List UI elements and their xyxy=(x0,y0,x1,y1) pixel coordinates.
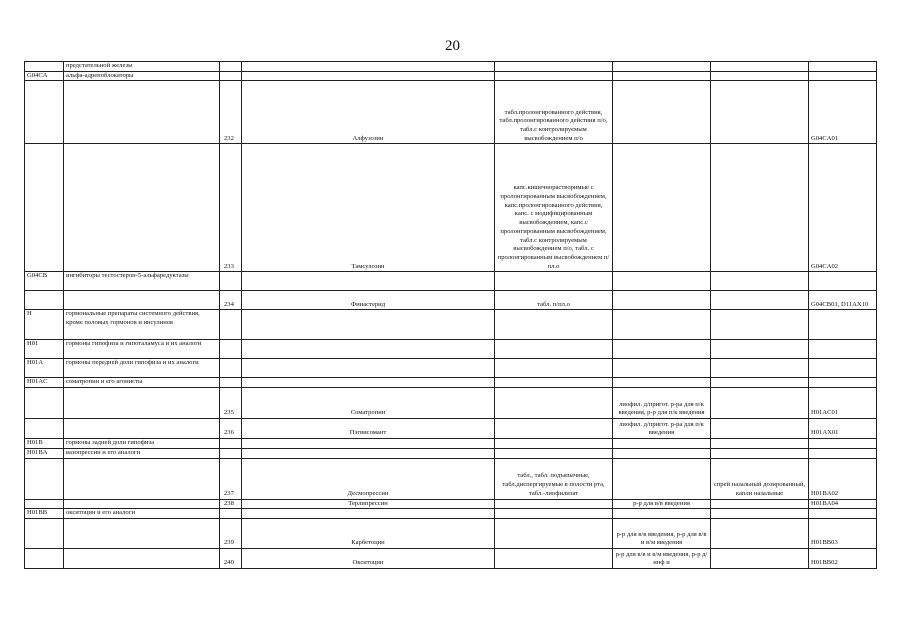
dosage-form-cell: табл., табл. подъязычные, табл.диспергируемые в полости рта, табл.-лиофилизат xyxy=(495,458,613,499)
table-row xyxy=(25,388,877,419)
code-cell: G04CB01, D11AX10 xyxy=(809,291,877,310)
drug-name-cell xyxy=(242,378,495,388)
injection-form-cell xyxy=(613,439,711,449)
injection-form-cell xyxy=(613,509,711,519)
drug-name-cell xyxy=(242,359,495,378)
row-number-cell: 238 xyxy=(220,499,242,509)
injection-form-cell xyxy=(613,458,711,499)
atc-code-cell: H xyxy=(25,310,64,340)
page-number: 20 xyxy=(445,38,460,54)
other-form-cell xyxy=(711,291,809,310)
dosage-form-cell xyxy=(495,448,613,458)
other-form-cell: спрей назальный дозированный, капли назальные xyxy=(711,458,809,499)
code-cell: H01BB02 xyxy=(809,548,877,568)
other-form-cell xyxy=(711,499,809,509)
injection-form-cell: р-р для в/в введения xyxy=(613,499,711,509)
group-name-cell: предстательной железы xyxy=(64,62,220,72)
injection-form-cell: р-р для в/в введения, р-р для в/в и в/м введения xyxy=(613,518,711,548)
row-number-cell xyxy=(220,310,242,340)
injection-form-cell xyxy=(613,340,711,359)
dosage-form-cell: табл.пролонгированного действия, табл.пролонгированного действия п/о, табл.с контролируемым высвобождением п/о xyxy=(495,81,613,144)
dosage-form-cell xyxy=(495,548,613,568)
injection-form-cell xyxy=(613,378,711,388)
other-form-cell xyxy=(711,518,809,548)
group-name-cell: гормональные препараты системного действия, кроме половых гормонов и инсулинов xyxy=(64,310,220,340)
drug-list-table xyxy=(24,61,877,569)
table-row xyxy=(25,340,877,359)
other-form-cell xyxy=(711,144,809,272)
injection-form-cell xyxy=(613,272,711,291)
dosage-form-cell xyxy=(495,499,613,509)
table-row xyxy=(25,291,877,310)
other-form-cell xyxy=(711,71,809,81)
atc-code-cell xyxy=(25,458,64,499)
row-number-cell: 239 xyxy=(220,518,242,548)
injection-form-cell xyxy=(613,310,711,340)
code-cell xyxy=(809,359,877,378)
drug-name-cell xyxy=(242,310,495,340)
injection-form-cell: лиофил. д/пригот. р-ра для п/к введения xyxy=(613,419,711,439)
atc-code-cell: G04CB xyxy=(25,272,64,291)
injection-form-cell xyxy=(613,359,711,378)
code-cell: H01BB03 xyxy=(809,518,877,548)
atc-code-cell xyxy=(25,518,64,548)
drug-name-cell: Десмопрессин xyxy=(242,458,495,499)
table-row xyxy=(25,499,877,509)
other-form-cell xyxy=(711,448,809,458)
atc-code-cell: H01A xyxy=(25,359,64,378)
row-number-cell: 232 xyxy=(220,81,242,144)
drug-name-cell xyxy=(242,272,495,291)
injection-form-cell: лиофил. д/пригот. р-ра для п/к введения, р-р для п/к введения xyxy=(613,388,711,419)
atc-code-cell: H01BB xyxy=(25,509,64,519)
dosage-form-cell xyxy=(495,388,613,419)
other-form-cell xyxy=(711,310,809,340)
drug-name-cell: Терлипрессин xyxy=(242,499,495,509)
drug-name-cell: Соматропин xyxy=(242,388,495,419)
injection-form-cell: р-р для в/в и в/м введения, р-р д/инф и xyxy=(613,548,711,568)
table-row xyxy=(25,548,877,568)
group-name-cell xyxy=(64,548,220,568)
dosage-form-cell xyxy=(495,71,613,81)
code-cell xyxy=(809,378,877,388)
atc-code-cell xyxy=(25,419,64,439)
drug-name-cell xyxy=(242,71,495,81)
dosage-form-cell xyxy=(495,310,613,340)
other-form-cell xyxy=(711,509,809,519)
code-cell xyxy=(809,310,877,340)
table-row xyxy=(25,71,877,81)
group-name-cell xyxy=(64,499,220,509)
group-name-cell xyxy=(64,388,220,419)
atc-code-cell xyxy=(25,144,64,272)
code-cell xyxy=(809,448,877,458)
group-name-cell: ингибиторы тестостерон-5-альфаредуктазы xyxy=(64,272,220,291)
row-number-cell xyxy=(220,509,242,519)
group-name-cell: гормоны задней доли гипофиза xyxy=(64,439,220,449)
group-name-cell xyxy=(64,144,220,272)
row-number-cell xyxy=(220,439,242,449)
dosage-form-cell: табл. п/пл.о xyxy=(495,291,613,310)
code-cell: H01AC01 xyxy=(809,388,877,419)
drug-name-cell xyxy=(242,62,495,72)
dosage-form-cell xyxy=(495,518,613,548)
group-name-cell xyxy=(64,81,220,144)
atc-code-cell xyxy=(25,499,64,509)
atc-code-cell xyxy=(25,291,64,310)
row-number-cell xyxy=(220,62,242,72)
drug-name-cell xyxy=(242,439,495,449)
row-number-cell xyxy=(220,340,242,359)
row-number-cell: 240 xyxy=(220,548,242,568)
table-row xyxy=(25,378,877,388)
code-cell: G04CA01 xyxy=(809,81,877,144)
code-cell xyxy=(809,71,877,81)
drug-name-cell xyxy=(242,340,495,359)
injection-form-cell xyxy=(613,71,711,81)
table-row xyxy=(25,448,877,458)
drug-name-cell xyxy=(242,448,495,458)
code-cell: H01AX01 xyxy=(809,419,877,439)
other-form-cell xyxy=(711,388,809,419)
dosage-form-cell xyxy=(495,378,613,388)
drug-name-cell xyxy=(242,509,495,519)
row-number-cell xyxy=(220,359,242,378)
dosage-form-cell xyxy=(495,359,613,378)
code-cell xyxy=(809,272,877,291)
table-row xyxy=(25,81,877,144)
drug-name-cell: Пэгвисомант xyxy=(242,419,495,439)
other-form-cell xyxy=(711,419,809,439)
group-name-cell: соматропин и его агонисты xyxy=(64,378,220,388)
dosage-form-cell: капс.кишечнорастворимые с пролонгированным высвобождением, капс.пролонгированного действия, капс. с модифицированным высвобождением, капс.с пролонгированным высвобождением, табл.с контролируемым высвобождением п/о, табл. с пролонгированным высвобождением п/пл.о xyxy=(495,144,613,272)
atc-code-cell: H01B xyxy=(25,439,64,449)
atc-code-cell: H01AC xyxy=(25,378,64,388)
table-row xyxy=(25,518,877,548)
group-name-cell: окситоцин и его аналоги xyxy=(64,509,220,519)
row-number-cell: 233 xyxy=(220,144,242,272)
other-form-cell xyxy=(711,548,809,568)
table-row xyxy=(25,272,877,291)
table-row xyxy=(25,458,877,499)
dosage-form-cell xyxy=(495,509,613,519)
drug-name-cell: Окситоцин xyxy=(242,548,495,568)
code-cell xyxy=(809,62,877,72)
other-form-cell xyxy=(711,62,809,72)
atc-code-cell xyxy=(25,62,64,72)
code-cell: H01BA02 xyxy=(809,458,877,499)
row-number-cell xyxy=(220,71,242,81)
table-row xyxy=(25,359,877,378)
drug-name-cell: Карбетоцин xyxy=(242,518,495,548)
injection-form-cell xyxy=(613,291,711,310)
other-form-cell xyxy=(711,378,809,388)
other-form-cell xyxy=(711,439,809,449)
table-row xyxy=(25,419,877,439)
row-number-cell: 235 xyxy=(220,388,242,419)
code-cell xyxy=(809,340,877,359)
group-name-cell: гормоны передней доли гипофиза и их аналоги xyxy=(64,359,220,378)
code-cell: G04CA02 xyxy=(809,144,877,272)
row-number-cell: 237 xyxy=(220,458,242,499)
code-cell xyxy=(809,509,877,519)
group-name-cell xyxy=(64,291,220,310)
code-cell xyxy=(809,439,877,449)
row-number-cell: 234 xyxy=(220,291,242,310)
dosage-form-cell xyxy=(495,419,613,439)
table-row xyxy=(25,144,877,272)
drug-name-cell: Алфузозин xyxy=(242,81,495,144)
other-form-cell xyxy=(711,340,809,359)
injection-form-cell xyxy=(613,62,711,72)
table-row xyxy=(25,509,877,519)
other-form-cell xyxy=(711,81,809,144)
dosage-form-cell xyxy=(495,62,613,72)
atc-code-cell: H01BA xyxy=(25,448,64,458)
drug-name-cell: Тамсулозин xyxy=(242,144,495,272)
other-form-cell xyxy=(711,272,809,291)
group-name-cell: альфа-адреноблокаторы xyxy=(64,71,220,81)
table-row xyxy=(25,310,877,340)
atc-code-cell: H01 xyxy=(25,340,64,359)
row-number-cell: 236 xyxy=(220,419,242,439)
atc-code-cell xyxy=(25,548,64,568)
dosage-form-cell xyxy=(495,340,613,359)
injection-form-cell xyxy=(613,448,711,458)
injection-form-cell xyxy=(613,81,711,144)
row-number-cell xyxy=(220,448,242,458)
group-name-cell: гормоны гипофиза и гипоталамуса и их аналоги xyxy=(64,340,220,359)
drug-name-cell: Финастерид xyxy=(242,291,495,310)
table-row xyxy=(25,439,877,449)
code-cell: H01BA04 xyxy=(809,499,877,509)
atc-code-cell xyxy=(25,388,64,419)
row-number-cell xyxy=(220,378,242,388)
dosage-form-cell xyxy=(495,272,613,291)
group-name-cell xyxy=(64,458,220,499)
injection-form-cell xyxy=(613,144,711,272)
other-form-cell xyxy=(711,359,809,378)
group-name-cell: вазопрессин и его аналоги xyxy=(64,448,220,458)
group-name-cell xyxy=(64,419,220,439)
atc-code-cell: G04CA xyxy=(25,71,64,81)
row-number-cell xyxy=(220,272,242,291)
dosage-form-cell xyxy=(495,439,613,449)
group-name-cell xyxy=(64,518,220,548)
atc-code-cell xyxy=(25,81,64,144)
table-row xyxy=(25,62,877,72)
